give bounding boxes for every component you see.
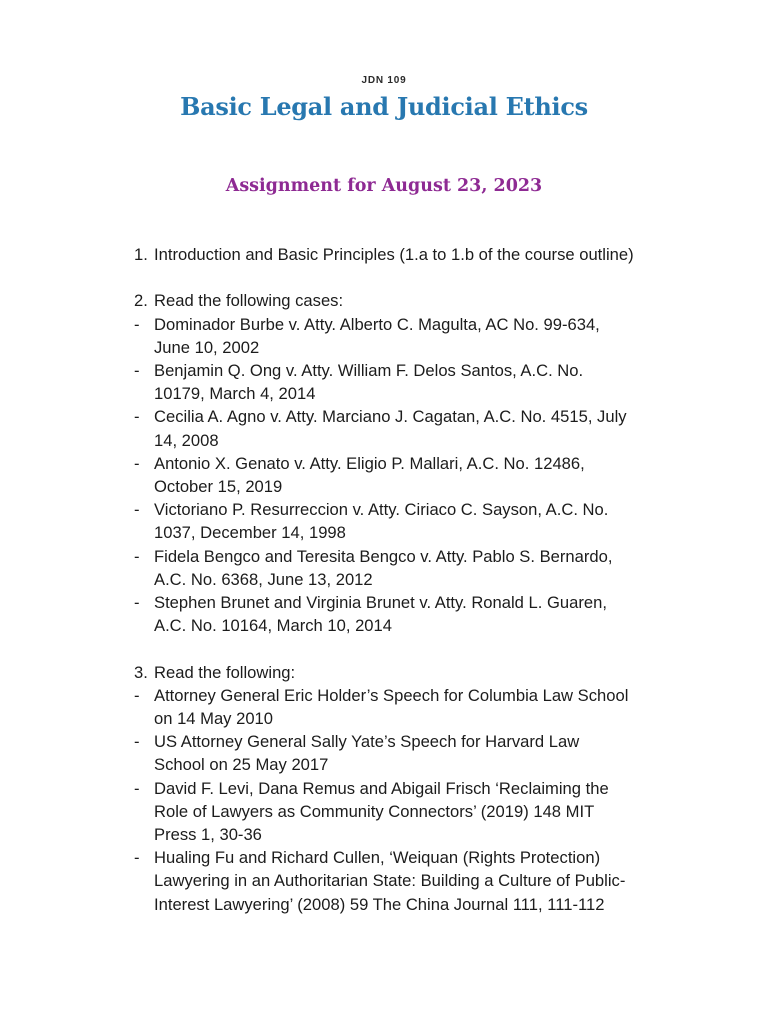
dash-bullet: - — [134, 546, 140, 566]
reading-text: Attorney General Eric Holder’s Speech for Columbia Law School on 14 May 2010 — [154, 685, 629, 729]
case-entry — [134, 359, 634, 405]
list-item — [134, 661, 634, 684]
case-text: Fidela Bengco and Teresita Bengco v. Atty. Pablo S. Bernardo, A.C. No. 6368, June 13, 2012 — [154, 546, 613, 589]
case-entry — [134, 545, 634, 591]
case-text: Benjamin Q. Ong v. Atty. William F. Delos Santos, A.C. No. 10179, March 4, 2014 — [154, 361, 584, 404]
reading-text: US Attorney General Sally Yate’s Speech for Harvard Law School on 25 May 2017 — [154, 732, 580, 775]
dash-bullet: - — [134, 778, 140, 798]
dash-bullet: - — [134, 685, 140, 705]
list-item — [134, 289, 634, 312]
reading-text: Hualing Fu and Richard Cullen, ‘Weiquan (Rights Protection) Lawyering in an Authoritarian State: Building a Culture of Public-Interest Lawyering’ (2008) 59 The China Journal 111, 111-112 — [154, 848, 626, 914]
dash-bullet: - — [134, 314, 140, 334]
list-item — [134, 243, 634, 266]
case-text: Stephen Brunet and Virginia Brunet v. Atty. Ronald L. Guaren, A.C. No. 10164, March 10, 2014 — [154, 593, 607, 636]
case-entry — [134, 591, 634, 637]
assignment-heading: Assignment for August 23, 2023 — [225, 176, 543, 196]
dash-bullet: - — [134, 732, 140, 752]
item-number: 2. — [134, 291, 148, 311]
dash-bullet: - — [134, 361, 140, 380]
case-text: Dominador Burbe v. Atty. Alberto C. Magulta, AC No. 99-634, June 10, 2002 — [154, 314, 600, 357]
reading-text: David F. Levi, Dana Remus and Abigail Frisch ‘Reclaiming the Role of Lawyers as Community Connectors’ (2019) 148 MIT Press 1, 30-36 — [154, 778, 609, 845]
case-text: Antonio X. Genato v. Atty. Eligio P. Mallari, A.C. No. 12486, October 15, 2019 — [154, 453, 585, 497]
reading-entry — [134, 684, 634, 730]
reading-entry — [134, 846, 634, 916]
case-text: Victoriano P. Resurreccion v. Atty. Ciriaco C. Sayson, A.C. No. 1037, December 14, 1998 — [154, 500, 609, 543]
case-entry — [134, 498, 634, 544]
item-text: Introduction and Basic Principles (1.a to 1.b of the course outline) — [154, 245, 634, 264]
dash-bullet: - — [134, 848, 140, 868]
case-entry — [134, 313, 634, 359]
assignment-list — [134, 243, 634, 916]
case-entry — [134, 405, 634, 451]
case-entry — [134, 452, 634, 498]
reading-entry — [134, 777, 634, 847]
case-text: Cecilia A. Agno v. Atty. Marciano J. Cagatan, A.C. No. 4515, July 14, 2008 — [154, 407, 627, 450]
course-code: JDN 109 — [361, 75, 407, 86]
reading-entry — [134, 730, 634, 776]
course-title: Basic Legal and Judicial Ethics — [180, 92, 588, 121]
item-text: Read the following: — [154, 662, 296, 682]
dash-bullet: - — [134, 407, 140, 427]
dash-bullet: - — [134, 593, 140, 613]
item-number: 1. — [134, 245, 148, 264]
dash-bullet: - — [134, 453, 140, 473]
item-text: Read the following cases: — [154, 291, 344, 311]
dash-bullet: - — [134, 500, 140, 520]
item-number: 3. — [134, 662, 148, 682]
